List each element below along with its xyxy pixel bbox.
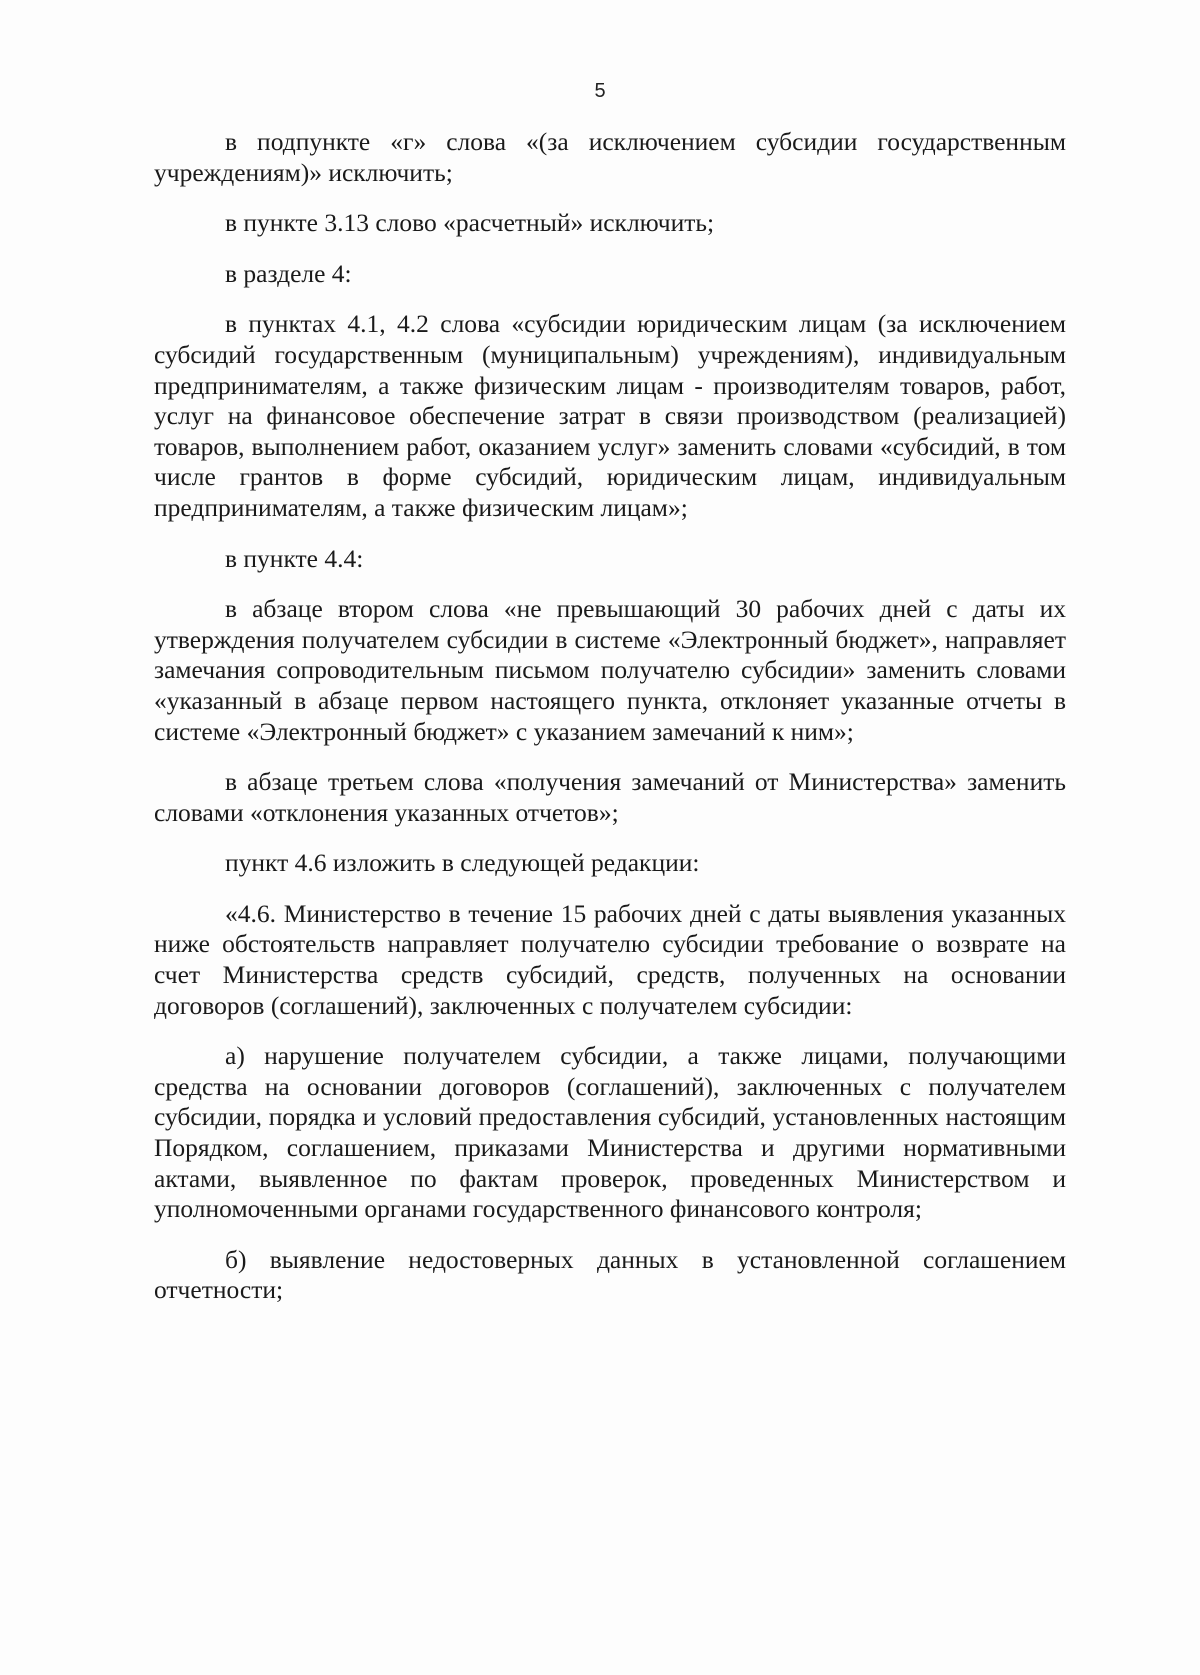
paragraph-item-4-6-text: «4.6. Министерство в течение 15 рабочих дней с даты выявления указанных ниже обстоятельств направляет получателю субсидии требование о возврате на счет Министерства средств субсидий, средств, полученных на основании договоров (соглашений), заключенных с получателем субсидии: bbox=[154, 898, 1066, 1020]
paragraph-subitem-a: а) нарушение получателем субсидии, а также лицами, получающими средства на основании договоров (соглашений), заключенных с получателем субсидии, порядка и условий предоставления субсидий, установленных настоящим Порядком, соглашением, приказами Министерства и другими нормативными актами, выявленное по фактам проверок, проведенных Министерством и уполномоченными органами государственного финансового контроля; bbox=[154, 1041, 1066, 1224]
paragraph-items-4-1-4-2: в пунктах 4.1, 4.2 слова «субсидии юридическим лицам (за исключением субсидий государственным (муниципальным) учреждениям), индивидуальным предпринимателям, а также физическим лицам - производителям товаров, работ, услуг на финансовое обеспечение затрат в связи производством (реализацией) товаров, выполнением работ, оказанием услуг» заменить словами «субсидий, в том числе грантов в форме субсидий, юридическим лицам, индивидуальным предпринимателям, а также физическим лицам»; bbox=[154, 309, 1066, 522]
page-number: 5 bbox=[594, 80, 606, 102]
paragraph-item-4-4: в пункте 4.4: bbox=[225, 543, 364, 573]
paragraph-subitem-b: б) выявление недостоверных данных в установленной соглашением отчетности; bbox=[154, 1244, 1066, 1305]
paragraph-third-indent: в абзаце третьем слова «получения замечаний от Министерства» заменить словами «отклонения указанных отчетов»; bbox=[154, 767, 1066, 827]
paragraph-item-3-13: в пункте 3.13 слово «расчетный» исключить; bbox=[225, 208, 715, 238]
paragraph-section-4: в разделе 4: bbox=[225, 258, 352, 288]
paragraph-subitem-g: в подпункте «г» слова «(за исключением субсидии государственным учреждениям)» исключить; bbox=[154, 127, 1066, 187]
paragraph-second-indent: в абзаце втором слова «не превышающий 30 рабочих дней с даты их утверждения получателем субсидии в системе «Электронный бюджет», направляет замечания сопроводительным письмом получателю субсидии» заменить словами «указанный в абзаце первом настоящего пункта, отклоняет указанные отчеты в системе «Электронный бюджет» с указанием замечаний к ним»; bbox=[154, 594, 1066, 746]
paragraph-item-4-6-intro: пункт 4.6 изложить в следующей редакции: bbox=[225, 848, 700, 878]
document-body bbox=[154, 127, 1066, 1326]
